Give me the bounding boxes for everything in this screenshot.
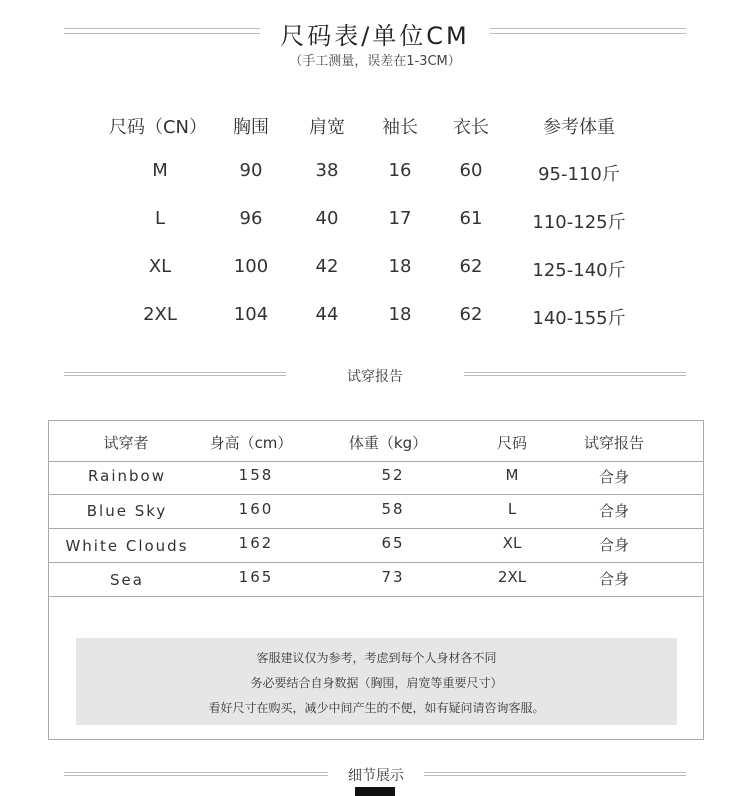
table-row-divider: [48, 494, 704, 495]
table-row-wearer: Rainbow: [88, 467, 166, 485]
table-row-weight: 52: [381, 466, 405, 484]
advice-note: [76, 638, 677, 725]
table-row-report: 合身: [598, 570, 629, 588]
title-divider-right: [490, 28, 686, 34]
table-row-height: 160: [238, 500, 274, 518]
table-row-report: 合身: [598, 468, 629, 486]
advice-line: 看好尺寸在购买，减少中间产生的不便，如有疑问请咨询客服。: [208, 701, 545, 715]
table-row-wearer: Sea: [110, 571, 144, 589]
section-divider-right: [424, 772, 686, 776]
try-header-weight: 体重（kg）: [348, 434, 428, 452]
table-row-height: 162: [238, 534, 274, 552]
size-cell-label: L: [154, 208, 166, 229]
table-row-report: 合身: [598, 502, 629, 520]
section-divider-left: [64, 372, 286, 376]
size-cell-sleeve: 16: [388, 160, 412, 181]
section-divider-right: [464, 372, 686, 376]
try-header-height: 身高（cm）: [209, 434, 293, 452]
size-cell-shoulder: 42: [315, 256, 339, 277]
size-cell-chest: 100: [233, 256, 269, 277]
size-cell-length: 62: [459, 304, 483, 325]
table-row-divider: [48, 528, 704, 529]
try-header-report: 试穿报告: [583, 434, 644, 452]
size-cell-label: M: [152, 160, 168, 181]
section-divider-left: [64, 772, 328, 776]
size-header-length: 衣长: [453, 117, 489, 138]
table-row-height: 158: [238, 466, 274, 484]
try-on-section-title: 试穿报告: [347, 369, 403, 385]
details-section-title: 细节展示: [348, 768, 404, 784]
size-cell-label: 2XL: [143, 304, 177, 325]
size-cell-weight: 140-155斤: [532, 308, 626, 329]
table-row-weight: 58: [381, 500, 405, 518]
size-cell-chest: 104: [233, 304, 269, 325]
size-cell-chest: 96: [239, 208, 263, 229]
table-row-weight: 65: [381, 534, 405, 552]
size-cell-sleeve: 18: [388, 304, 412, 325]
section-tab-marker: [355, 787, 395, 796]
size-cell-length: 61: [459, 208, 483, 229]
table-row-wearer: Blue Sky: [86, 502, 168, 520]
measurement-note: （手工测量，误差在1-3CM）: [289, 54, 461, 69]
size-cell-label: XL: [148, 256, 172, 277]
size-cell-shoulder: 40: [315, 208, 339, 229]
size-header-chest: 胸围: [233, 117, 269, 138]
size-cell-chest: 90: [239, 160, 263, 181]
size-chart-header: [0, 16, 750, 50]
table-row-size: XL: [502, 534, 522, 552]
size-cell-weight: 110-125斤: [532, 212, 626, 233]
size-cell-shoulder: 38: [315, 160, 339, 181]
size-cell-shoulder: 44: [315, 304, 339, 325]
table-row-divider: [48, 562, 704, 563]
size-header-sleeve: 袖长: [382, 117, 418, 138]
size-cell-weight: 125-140斤: [532, 260, 626, 281]
table-row-size: L: [507, 500, 517, 518]
size-cell-length: 62: [459, 256, 483, 277]
try-header-size: 尺码: [496, 434, 527, 452]
table-row-size: 2XL: [497, 568, 527, 586]
size-header-weight: 参考体重: [543, 117, 615, 138]
table-row-report: 合身: [598, 536, 629, 554]
size-cell-sleeve: 17: [388, 208, 412, 229]
size-cell-sleeve: 18: [388, 256, 412, 277]
try-header-wearer: 试穿者: [103, 434, 149, 452]
table-row-height: 165: [238, 568, 274, 586]
advice-line: 务必要结合自身数据（胸围，肩宽等重要尺寸）: [250, 676, 503, 690]
table-row-weight: 73: [381, 568, 405, 586]
title-divider-left: [64, 28, 260, 34]
table-row-size: M: [505, 466, 519, 484]
table-row-divider: [48, 596, 704, 597]
size-header-size: 尺码（CN）: [108, 117, 208, 138]
size-cell-weight: 95-110斤: [538, 164, 620, 185]
table-row-divider: [48, 461, 704, 462]
table-row-wearer: White Clouds: [65, 537, 189, 555]
size-header-shoulder: 肩宽: [309, 117, 345, 138]
size-cell-length: 60: [459, 160, 483, 181]
advice-line: 客服建议仅为参考，考虑到每个人身材各不同: [256, 651, 497, 665]
page-title: 尺码表/单位CM: [280, 22, 470, 50]
